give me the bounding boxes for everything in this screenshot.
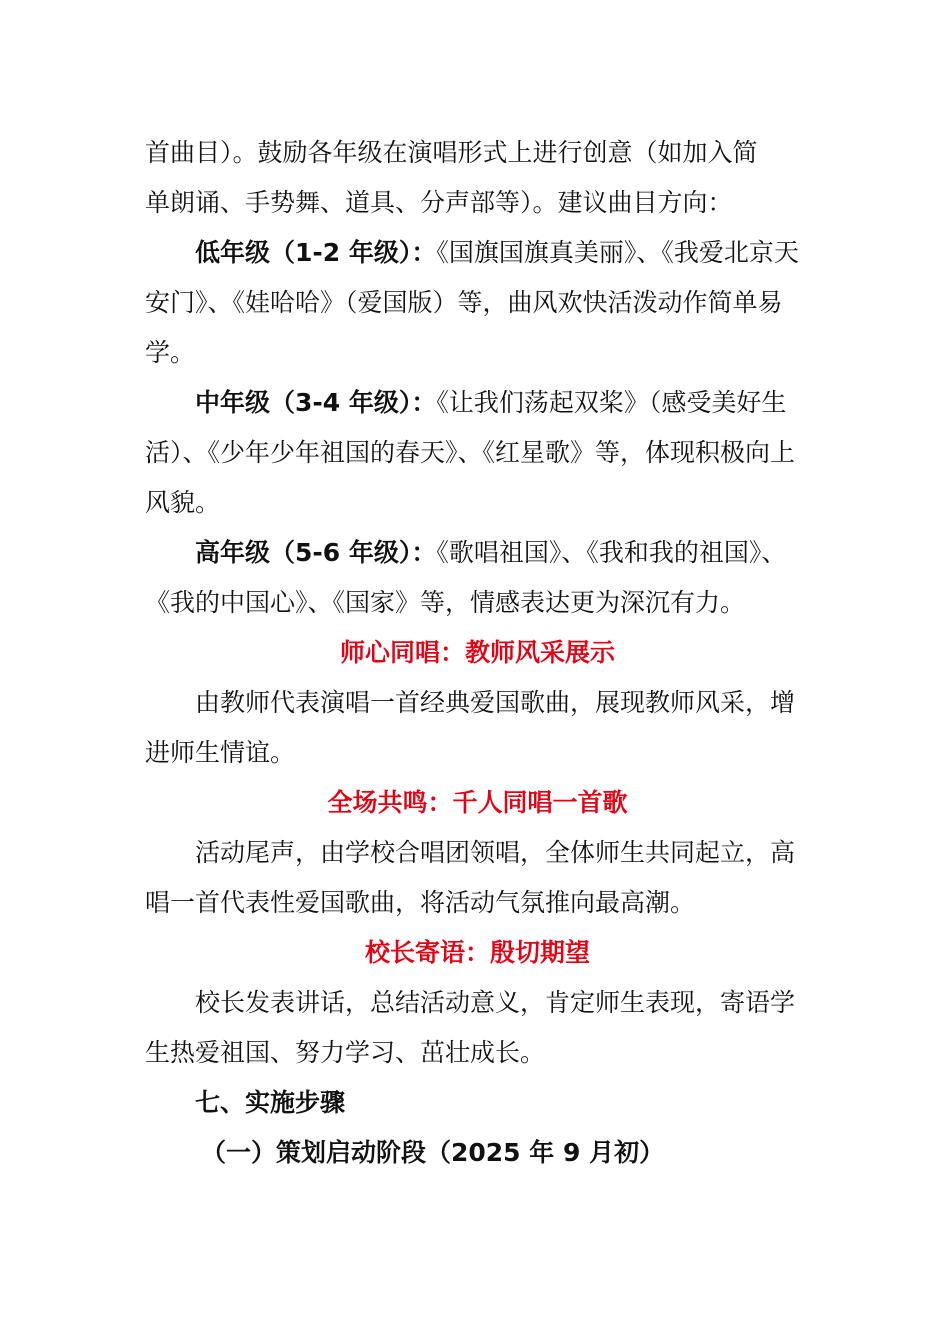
intro-line-1: 首曲目）。鼓励各年级在演唱形式上进行创意（如加入简	[145, 138, 758, 167]
section-heading-principal: 校长寄语：殷切期望	[364, 938, 590, 967]
grade-label-low: 低年级（1-2 年级）：	[195, 238, 437, 267]
grade-text-low: 《国旗国旗真美丽》、《我爱北京天安门》、《娃哈哈》（爱国版）等，曲风欢快活泼动作简单易学。	[145, 238, 799, 367]
section-heading-chorus: 全场共鸣：千人同唱一首歌	[327, 788, 628, 817]
step-subheading: （一）策划启动阶段（2025 年 9 月初）	[201, 1138, 665, 1167]
section-heading-teachers: 师心同唱：教师风采展示	[339, 638, 615, 667]
grade-paragraph-high	[145, 528, 810, 628]
grade-label-mid: 中年级（3-4 年级）：	[195, 388, 437, 417]
grade-paragraph-low	[145, 228, 810, 378]
grade-text-mid: 《让我们荡起双桨》（感受美好生活）、《少年少年祖国的春天》、《红星歌》等，体现积极向上风貌。	[145, 388, 796, 517]
step-heading: 七、实施步骤	[195, 1088, 346, 1117]
grade-label-high: 高年级（5-6 年级）：	[195, 538, 437, 567]
section-body-teachers: 由教师代表演唱一首经典爱国歌曲，展现教师风采，增进师生情谊。	[145, 688, 796, 767]
grade-text-high: 《歌唱祖国》、《我和我的祖国》、《我的中国心》、《国家》等，情感表达更为深沉有力。	[145, 538, 787, 617]
section-body-chorus: 活动尾声，由学校合唱团领唱，全体师生共同起立，高唱一首代表性爱国歌曲，将活动气氛推向最高潮。	[145, 838, 796, 917]
intro-line-2: 单朗诵、手势舞、道具、分声部等）。建议曲目方向：	[145, 188, 733, 217]
section-body-principal: 校长发表讲话，总结活动意义，肯定师生表现，寄语学生热爱祖国、努力学习、茁壮成长。	[145, 988, 796, 1067]
document-body	[145, 128, 810, 1178]
grade-paragraph-mid	[145, 378, 810, 528]
